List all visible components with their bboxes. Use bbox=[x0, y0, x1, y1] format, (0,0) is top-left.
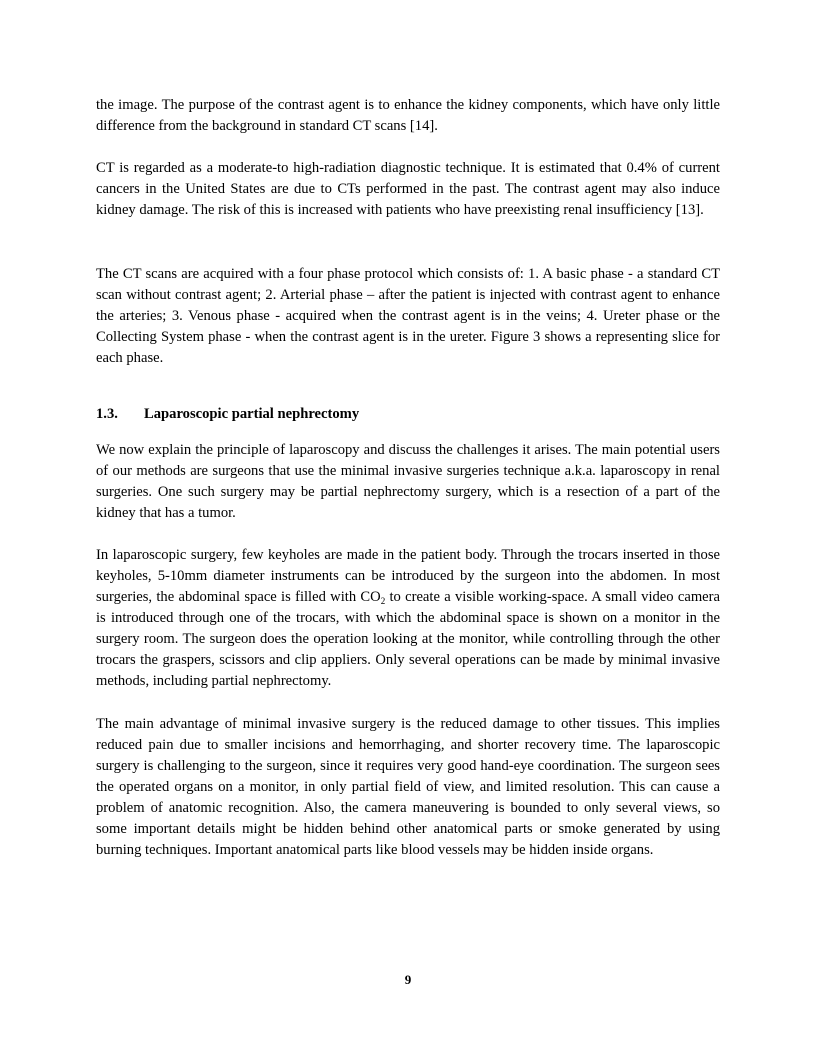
paragraph-ct-radiation: CT is regarded as a moderate-to high-radiation diagnostic technique. It is estimated that 0.4% of current cancers in the United States are due to CTs performed in the past. The contrast agent may also induce kidney damage. The risk of this is increased with patients who have preexisting renal insufficiency [13]. bbox=[96, 160, 720, 218]
section-heading bbox=[96, 404, 359, 425]
page-number: 9 bbox=[404, 972, 412, 987]
paragraph-text-part: In laparoscopic surgery, few keyholes are made in the patient body. Through the trocars inserted in those keyholes, 5-10mm diameter instruments can be introduced by the surgeon into the abdomen. In most surgeries, the abdominal space is filled with CO bbox=[96, 547, 720, 605]
paragraph-contrast-agent-purpose: the image. The purpose of the contrast agent is to enhance the kidney components, which have only little difference from the background in standard CT scans [14]. bbox=[96, 97, 720, 134]
paragraph-minimal-invasive-advantages: The main advantage of minimal invasive surgery is the reduced damage to other tissues. This implies reduced pain due to smaller incisions and hemorrhaging, and shorter recovery time. The laparoscopic surgery is challenging to the surgeon, since it requires very good hand-eye coordination. The surgeon sees the operated organs on a monitor, in only partial field of view, and limited resolution. This can cause a problem of anatomic recognition. Also, the camera maneuvering is bounded to only several views, so some important details might be hidden behind other anatomical parts or smoke generated by using burning techniques. Important anatomical parts like blood vessels may be hidden inside organs. bbox=[96, 716, 720, 858]
section-title: Laparoscopic partial nephrectomy bbox=[144, 406, 360, 422]
paragraph-text-part: to create a visible working-space. A small video camera is introduced through one of the trocars, with which the abdominal space is shown on a monitor in the surgery room. The surgeon does the operation looking at the monitor, while controlling through the other trocars the graspers, scissors and clip appliers. Only several operations can be made by minimal invasive methods, including partial nephrectomy. bbox=[96, 589, 720, 689]
paragraph-laparoscopy-intro: We now explain the principle of laparoscopy and discuss the challenges it arises. The main potential users of our methods are surgeons that use the minimal invasive surgeries technique a.k.a. laparoscopy in renal surgeries. One such surgery may be partial nephrectomy surgery, which is a resection of a part of the kidney that has a tumor. bbox=[96, 442, 720, 521]
paragraph-laparoscopic-procedure bbox=[96, 545, 720, 692]
paragraph-ct-phase-protocol: The CT scans are acquired with a four phase protocol which consists of: 1. A basic phase - a standard CT scan without contrast agent; 2. Arterial phase – after the patient is injected with contrast agent to enhance the arteries; 3. Venous phase - acquired when the contrast agent is in the veins; 4. Ureter phase or the Collecting System phase - when the contrast agent is in the ureter. Figure 3 shows a representing slice for each phase. bbox=[96, 266, 720, 366]
subscript-text: 2 bbox=[380, 596, 386, 606]
section-number: 1.3. bbox=[96, 406, 118, 422]
